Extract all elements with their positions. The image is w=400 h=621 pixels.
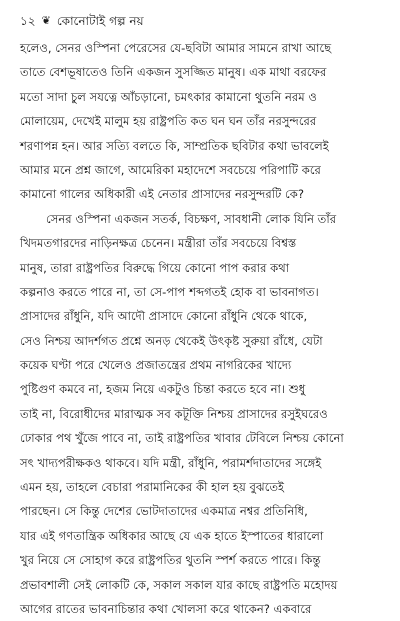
text-line: আগের রাতের ভাবনাচিন্তার কথা খোলসা করে থাকেন? একবারে — [20, 601, 312, 616]
running-header — [20, 8, 382, 34]
text-line: হলেও, সেনর ওস্পিনা পেরেসের যে-ছবিটা আমার সামনে রাখা আছে — [20, 41, 332, 55]
fleuron-icon: ❦ — [41, 14, 51, 27]
text-line: যার এই গণতান্ত্রিক অধিকার আছে যে এক হাতে ইস্পাতের ধারালো — [20, 528, 324, 543]
book-page — [20, 8, 382, 616]
text-line: প্রভাবশালী সেই লোকটি কে, সকাল সকাল যার কাছে রাষ্ট্রপতি মহোদয় — [20, 577, 338, 592]
text-line: তাতে বেশভূষাতেও তিনি একজন সুসজ্জিত মানুষ। এক মাথা বরফের — [20, 65, 327, 80]
body-text — [20, 36, 382, 621]
text-line: এমন হয়, তাহলে বেচারা পরামানিকের কী হাল হয় বুঝতেই — [20, 480, 285, 495]
text-line: প্রাসাদের রাঁধুনি, যদি আদৌ প্রাসাদে কোনো রাঁধুনি থেকে থাকে, — [20, 309, 308, 324]
text-line: সেনর ওস্পিনা একজন সতর্ক, বিচক্ষণ, সাবধানী লোক যিনি তাঁর — [46, 211, 337, 226]
text-line: মতো সাদা চুল সযত্নে আঁচড়ানো, চমৎকার কামানো থুতনি নরম ও — [20, 89, 317, 104]
text-line: কামানো গালের অধিকারী এই নেতার প্রাসাদের নরসুন্দরটি কে? — [20, 187, 304, 202]
page-number: ১২ — [20, 14, 36, 28]
text-line: শরণাপন্ন হন। আর সত্যি বলতে কি, সাম্প্রতিক ছবিটার কথা ভাবলেই — [20, 138, 329, 153]
text-line: সেও নিশ্চয় আদর্শগত প্রশ্নে অনড় থেকেই উৎকৃষ্ট সুরুয়া রাঁধে, যেটা — [20, 333, 323, 348]
text-line: ঢোকার পথ খুঁজে পাবে না, তাই রাষ্ট্রপতির খাবার টেবিলে নিশ্চয় কোনো — [20, 431, 344, 446]
book-title: কোনোটাই গল্প নয় — [56, 14, 144, 28]
text-line: মানুষ, তারা রাষ্ট্রপতির বিরুদ্ধে গিয়ে কোনো পাপ করার কথা — [20, 260, 290, 275]
text-line: খিদমতগারদের নাড়িনক্ষত্র চেনেন। মন্ত্রীরা তাঁর সবচেয়ে বিশ্বস্ত — [20, 236, 297, 251]
text-line: সৎ খাদ্যপরীক্ষকও থাকবে। যদি মন্ত্রী, রাঁধুনি, পরামর্শদাতাদের সঙ্গেই — [20, 455, 322, 470]
text-line: কল্পনাও করতে পারে না, তা সে-পাপ শব্দগতই হোক বা ভাবনাগত। — [20, 284, 319, 299]
text-line: আমার মনে প্রশ্ন জাগে, আমেরিকা মহাদেশে সবচেয়ে পরিপাটি করে — [20, 162, 321, 177]
text-line: পুষ্টিগুণ কমবে না, হজম নিয়ে একটুও চিন্তা করতে হবে না। শুধু — [20, 382, 306, 397]
text-line: তাই না, বিরোধীদের মারাত্মক সব কটূক্তি নিশ্চয় প্রাসাদের রসুইঘরেও — [20, 406, 328, 421]
text-line: কয়েক ঘণ্টা পরে খেলেও প্রজাতন্ত্রের প্রথম নাগরিকের খাদ্যে — [20, 358, 292, 373]
text-line: খুর নিয়ে সে সোহাগ করে রাষ্ট্রপতির থুতনি স্পর্শ করতে পারে। কিন্তু — [20, 553, 321, 568]
text-line: মোলায়েম, দেখেই মালুম হয় রাষ্ট্রপতি কত ঘন ঘন তাঁর নরসুন্দরের — [20, 114, 317, 129]
text-line: পারছেন। সে কিন্তু দেশের ভোটদাতাদের একমাত্র নশ্বর প্রতিনিধি, — [20, 504, 308, 519]
